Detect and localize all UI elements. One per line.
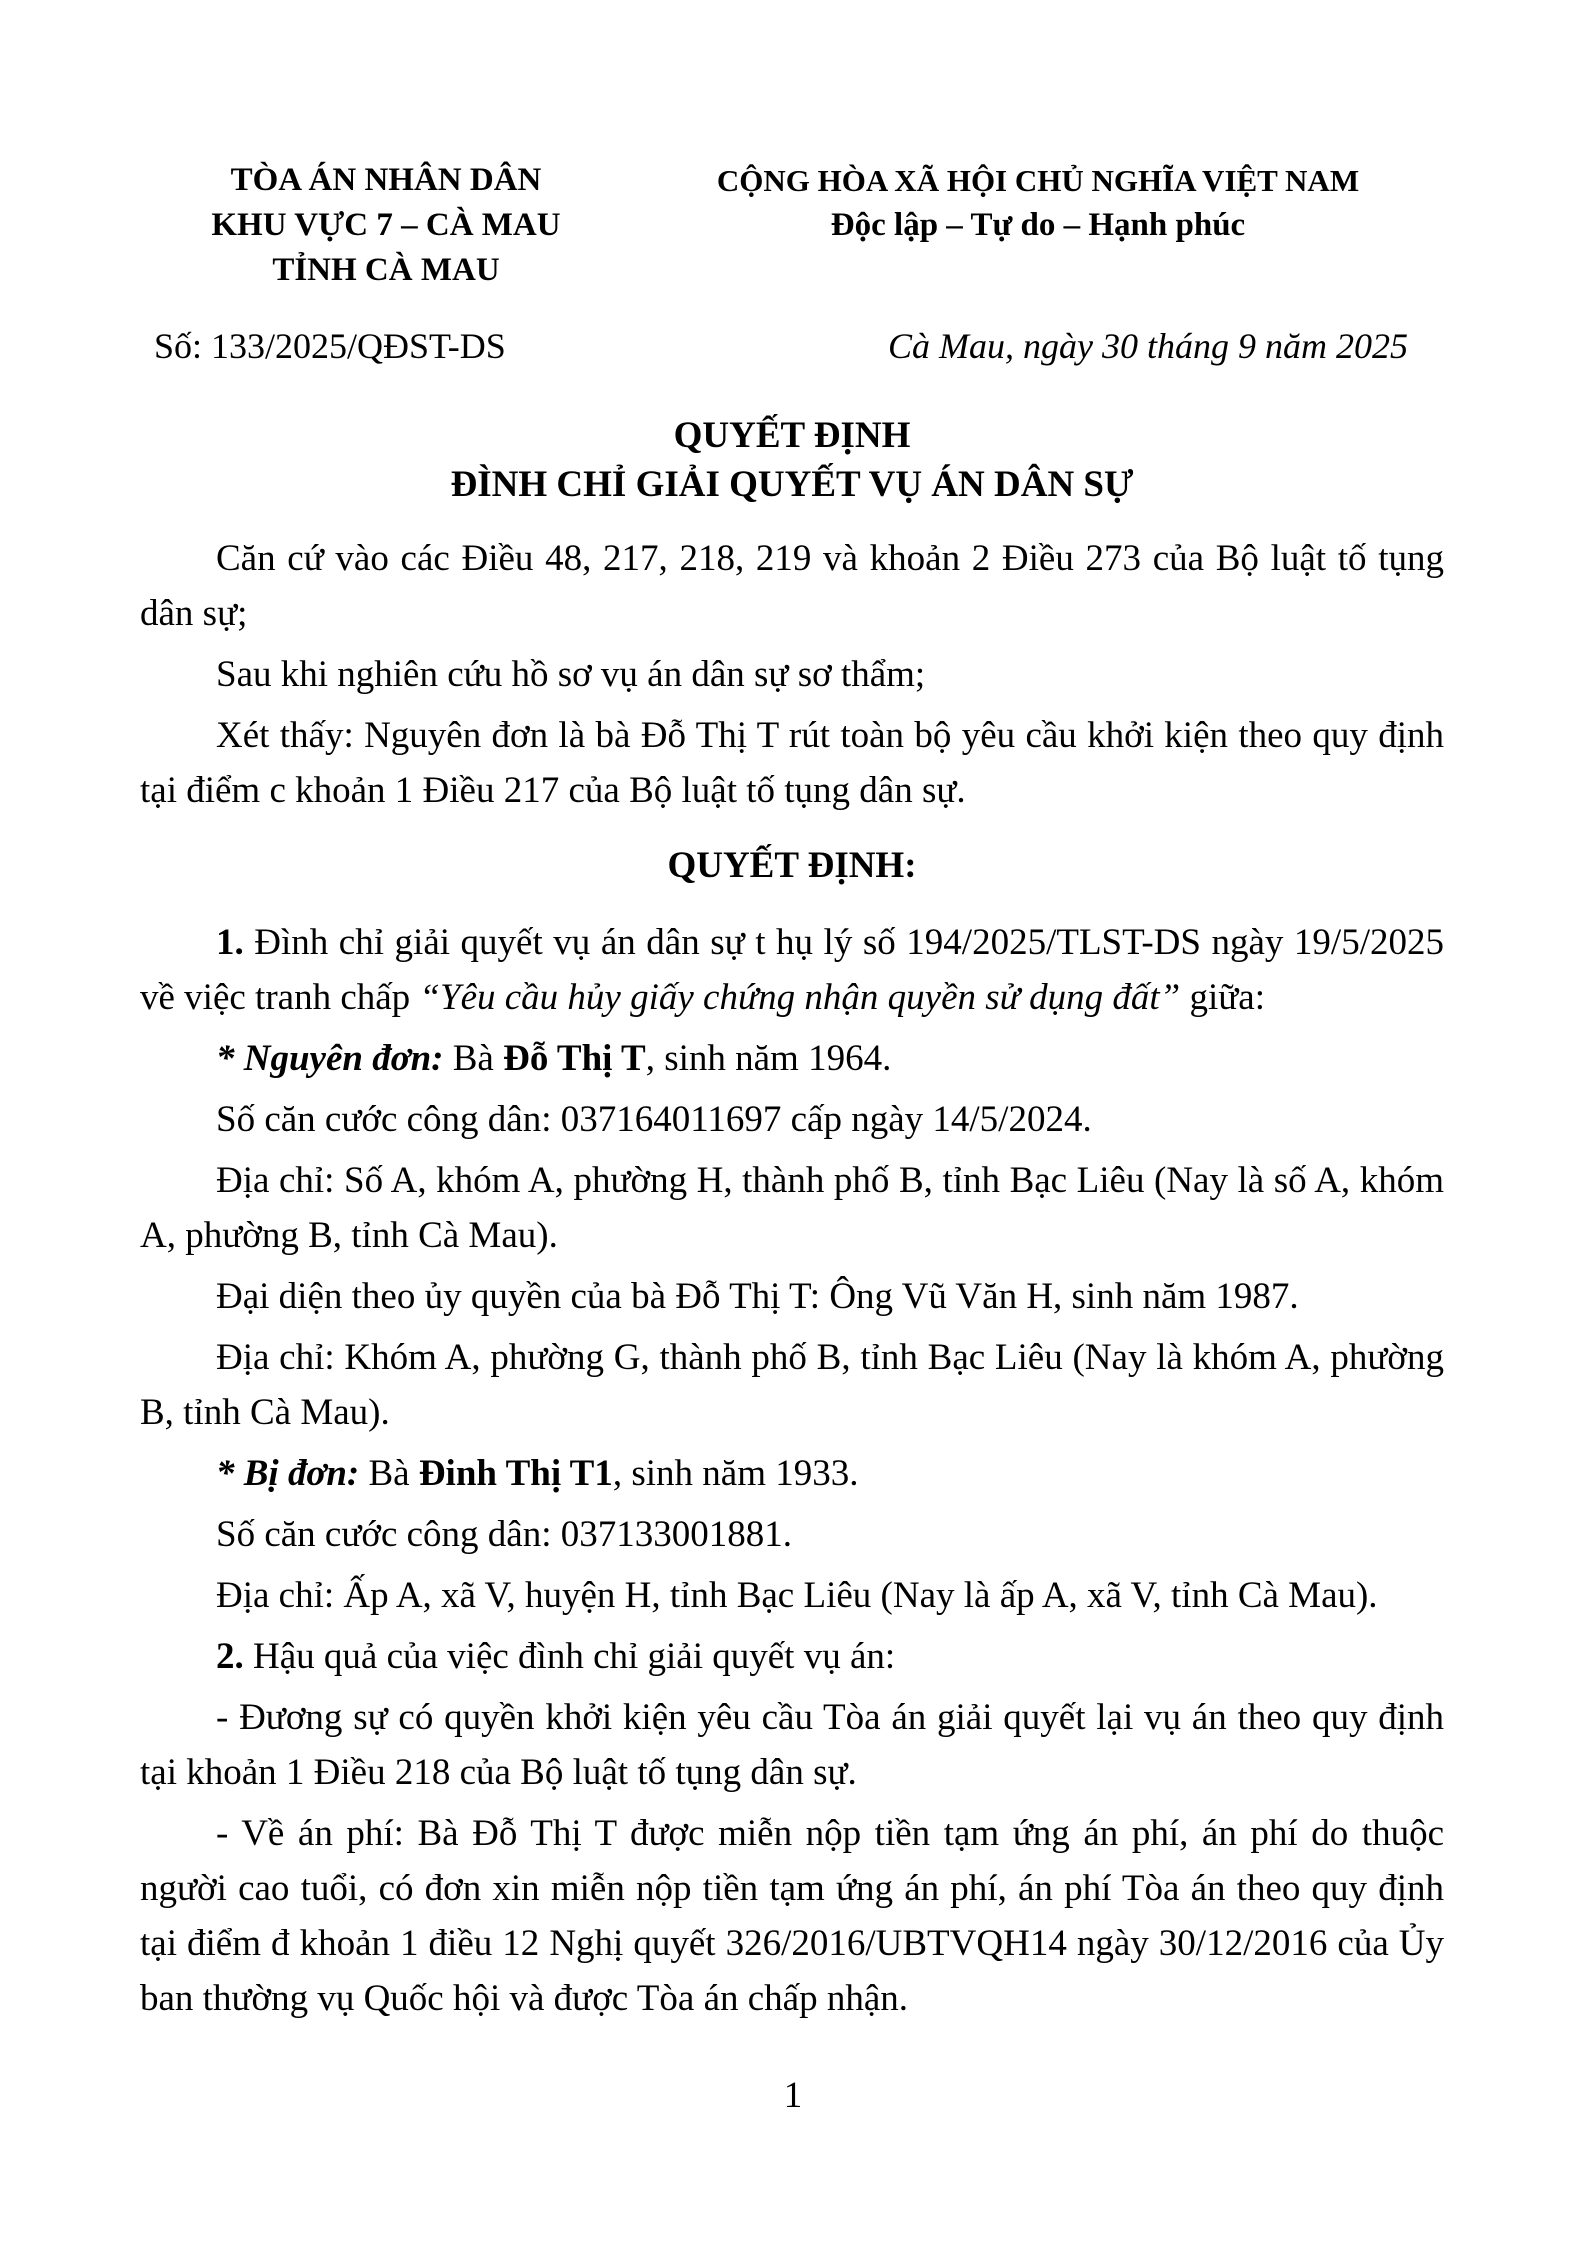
text-run: “Yêu cầu hủy giấy chứng nhận quyền sử dụng đất” bbox=[419, 977, 1181, 1018]
document-title bbox=[140, 411, 1444, 509]
court-name-line-1: TÒA ÁN NHÂN DÂN bbox=[230, 162, 542, 198]
paragraph bbox=[140, 1690, 1444, 1800]
place-date-line: Cà Mau, ngày 30 tháng 9 năm 2025 bbox=[888, 326, 1408, 366]
text-run: Đinh Thị T1 bbox=[418, 1453, 613, 1494]
document-number: Số: 133/2025/QĐST-DS bbox=[154, 326, 506, 366]
text-run: Bà bbox=[452, 1038, 504, 1079]
paragraph bbox=[140, 1269, 1444, 1324]
court-name-line-2: KHU VỰC 7 – CÀ MAU bbox=[211, 207, 561, 243]
paragraph bbox=[140, 1446, 1444, 1501]
republic-motto-line-2: Độc lập – Tự do – Hạnh phúc bbox=[830, 207, 1246, 243]
text-run: Địa chỉ: Số A, khóm A, phường H, thành phố B, tỉnh Bạc Liêu (Nay là số A, khóm A, phường B, tỉnh Cà Mau). bbox=[140, 1160, 1444, 1256]
header-court-block bbox=[140, 158, 632, 367]
paragraph bbox=[140, 531, 1444, 641]
paragraph bbox=[140, 708, 1444, 818]
text-run: 2. bbox=[216, 1636, 253, 1677]
text-run: giữa: bbox=[1180, 977, 1265, 1018]
text-run: * Bị đơn: bbox=[216, 1453, 369, 1494]
text-run: Bà bbox=[368, 1453, 419, 1494]
paragraph bbox=[140, 1806, 1444, 2026]
paragraph bbox=[140, 1507, 1444, 1562]
text-run: , sinh năm 1964. bbox=[645, 1038, 892, 1079]
text-run: Đại diện theo ủy quyền của bà Đỗ Thị T: Ông Vũ Văn H, sinh năm 1987. bbox=[216, 1276, 1299, 1317]
paragraph bbox=[140, 1153, 1444, 1263]
text-run: , sinh năm 1933. bbox=[612, 1453, 859, 1494]
decision-section bbox=[140, 915, 1444, 2026]
document-title-line-2: ĐÌNH CHỈ GIẢI QUYẾT VỤ ÁN DÂN SỰ bbox=[450, 464, 1134, 505]
paragraph bbox=[140, 915, 1444, 1025]
document-header bbox=[140, 158, 1444, 367]
paragraph bbox=[140, 1092, 1444, 1147]
paragraph bbox=[140, 1031, 1444, 1086]
text-run: - Về án phí: Bà Đỗ Thị T được miễn nộp tiền tạm ứng án phí, án phí do thuộc người cao tuổi, có đơn xin miễn nộp tiền tạm ứng án phí, án phí Tòa án theo quy định tại điểm đ khoản 1 điều 12 Nghị quyết 326/2016/UBTVQH14 ngày 30/12/2016 của Ủy ban thường vụ Quốc hội và được Tòa án chấp nhận. bbox=[140, 1813, 1444, 2019]
text-run: Xét thấy: Nguyên đơn là bà Đỗ Thị T rút toàn bộ yêu cầu khởi kiện theo quy định tại điểm c khoản 1 Điều 217 của Bộ luật tố tụng dân sự. bbox=[140, 715, 1444, 811]
preamble-section bbox=[140, 531, 1444, 818]
text-run: 1. bbox=[216, 922, 255, 963]
text-run: Đình chỉ giải quyết vụ án dân sự t hụ lý số 194/2025/TLST-DS ngày 19/5/2025 về việc tranh chấp bbox=[140, 922, 1444, 1018]
text-run: Hậu quả của việc đình chỉ giải quyết vụ án: bbox=[253, 1636, 896, 1677]
court-name-line-3: TỈNH CÀ MAU bbox=[272, 252, 500, 288]
text-run: Sau khi nghiên cứu hồ sơ vụ án dân sự sơ thẩm; bbox=[216, 654, 926, 695]
text-run: Đỗ Thị T bbox=[503, 1038, 646, 1079]
paragraph bbox=[140, 1330, 1444, 1440]
text-run: * Nguyên đơn: bbox=[216, 1038, 453, 1079]
document-title-line-1: QUYẾT ĐỊNH bbox=[673, 415, 911, 456]
republic-motto-line-1: CỘNG HÒA XÃ HỘI CHỦ NGHĨA VIỆT NAM bbox=[716, 163, 1360, 198]
paragraph bbox=[140, 1568, 1444, 1623]
text-run: - Đương sự có quyền khởi kiện yêu cầu Tòa án giải quyết lại vụ án theo quy định tại khoản 1 Điều 218 của Bộ luật tố tụng dân sự. bbox=[140, 1697, 1444, 1793]
header-republic-block bbox=[632, 158, 1444, 367]
text-run: Căn cứ vào các Điều 48, 217, 218, 219 và khoản 2 Điều 273 của Bộ luật tố tụng dân sự; bbox=[140, 538, 1444, 634]
text-run: Số căn cước công dân: 037133001881. bbox=[216, 1514, 793, 1555]
page-number: 1 bbox=[783, 2075, 803, 2116]
decision-heading: QUYẾT ĐỊNH: bbox=[667, 845, 917, 886]
paragraph bbox=[140, 1629, 1444, 1684]
text-run: Địa chỉ: Khóm A, phường G, thành phố B, tỉnh Bạc Liêu (Nay là khóm A, phường B, tỉnh Cà Mau). bbox=[140, 1337, 1444, 1433]
text-run: Số căn cước công dân: 037164011697 cấp ngày 14/5/2024. bbox=[216, 1099, 1092, 1140]
paragraph bbox=[140, 647, 1444, 702]
text-run: Địa chỉ: Ấp A, xã V, huyện H, tỉnh Bạc Liêu (Nay là ấp A, xã V, tỉnh Cà Mau). bbox=[216, 1575, 1378, 1616]
